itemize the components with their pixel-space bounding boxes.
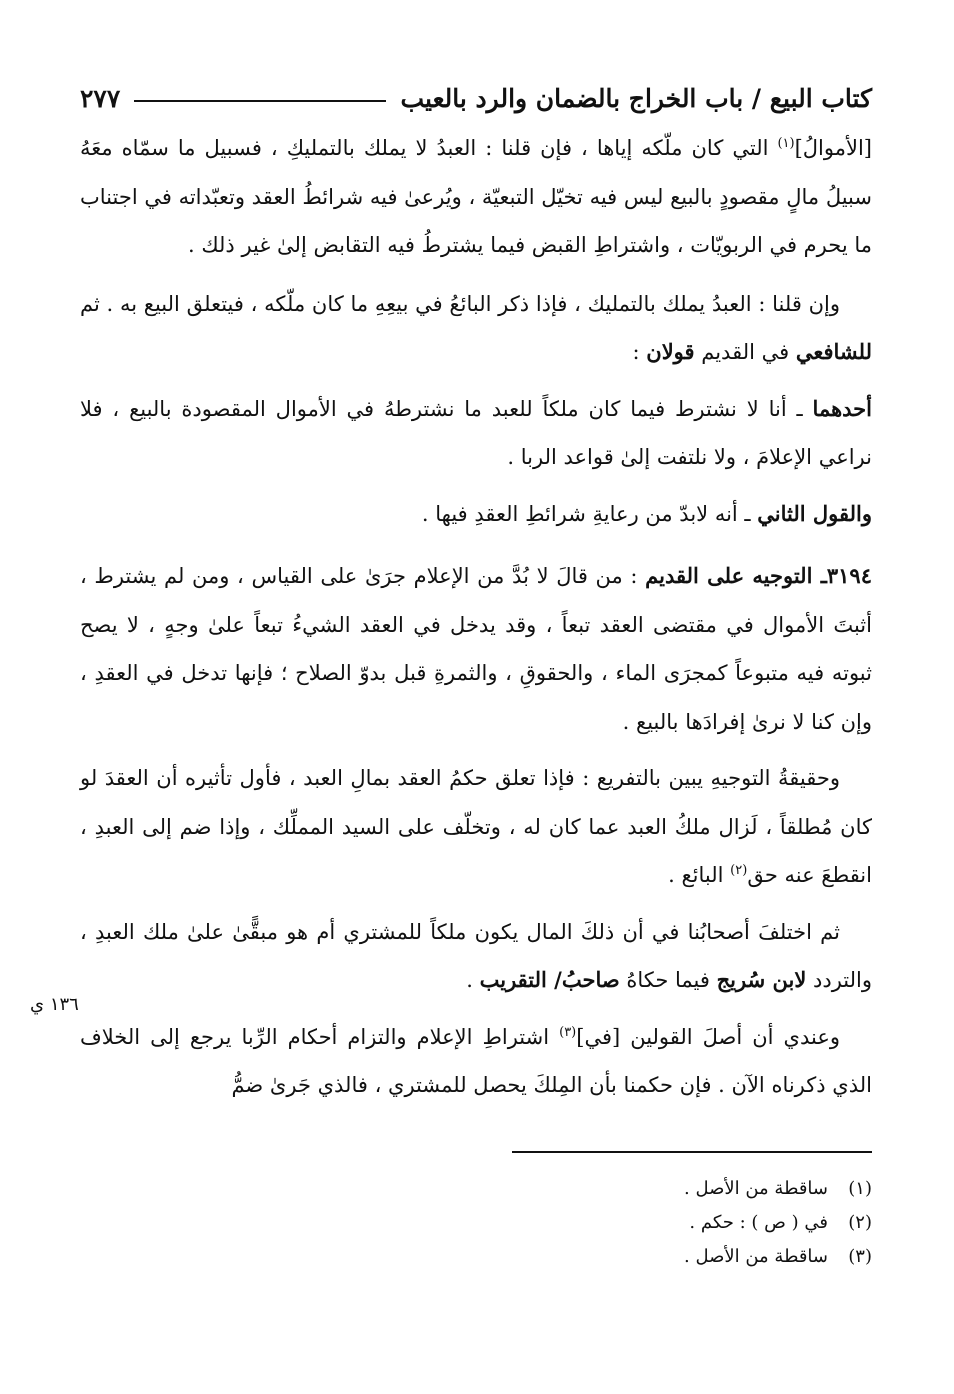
shafii-name: للشافعي (795, 339, 872, 364)
footnotes (272, 1172, 872, 1274)
footnote-text: في ( ص ) : حكم . (689, 1212, 828, 1233)
qawlan-term: قولان (646, 339, 695, 364)
paragraph-1: [الأموالُ]$^{(١)}$ التي كان ملّكه إياها ، فإن قلنا : العبدُ لا يملك بالتمليكِ ، فسبيل ما سمّاه معَهُ سبيلُ مالٍ مقصودٍ بالبيع ليس فيه تخيّل التبعيّة ، ويُرعىٰ فيه شرائطُ العقد وتعبّداته في اجتناب ما يحرم في الربويّات ، واشتراطِ القبض فيما يشترطُ فيه التقابض إلىٰ غير ذلك . (80, 136, 872, 257)
paragraph-8: وعندي أن أصلَ القولين [في]$^{(٣)}$ اشتراطِ الإعلام والتزام أحكام الرِّبا يرجع إلى الخلاف الذي ذكرناه الآن . فإن حكمنا بأن المِلكَ يحصل للمشتري ، فالذي جَرىٰ ضمُّ (80, 1024, 872, 1097)
footnote-text: ساقطة من الأصل . (684, 1246, 828, 1267)
paragraph-3: أحدهما ـ أنا لا نشترط فيما كان ملكاً للعبد ما نشترطهُ في الأموال المقصودة بالبيع ، فلا نراعي الإعلامَ ، ولا نلتفت إلىٰ قواعد الربا . (80, 395, 872, 469)
first-opinion-label: أحدهما (812, 395, 872, 421)
footnote-item (272, 1206, 872, 1240)
footnote-ref-3: (٣) (559, 1024, 577, 1040)
page-number: ٢٧٧ (80, 83, 121, 113)
running-header (80, 78, 872, 118)
footnote-item (272, 1172, 872, 1206)
header-rule (134, 100, 386, 102)
footnote-item (272, 1240, 872, 1274)
paragraph-4: والقول الثاني ـ أنه لابدّ من رعايةِ شرائطِ العقدِ فيها . (421, 500, 872, 526)
paragraph-2: وإن قلنا : العبدُ يملك بالتمليك ، فإذا ذكر البائعُ في بيعِهِ ما كان ملّكه ، فيتعلق البيع به . ثم للشافعي في القديم قولان : (80, 291, 872, 364)
section-heading: ٣١٩٤ـ التوجيه على القديم (645, 563, 872, 588)
footnote-number: (٣) (848, 1246, 872, 1267)
header-title: كتاب البيع / باب الخراج بالضمان والرد بالعيب (400, 83, 872, 113)
paragraph-6: وحقيقةُ التوجيهِ يبين بالتفريع : فإذا تعلق حكمُ العقد بمالِ العبد ، فأول تأثيره أن العقدَ لو كان مُطلقاً ، لَزال ملكُ العبد عما كان له ، وتخلّف على السيد المملِّك ، وإذا ضم إلى العبدِ ، انقطعَ عنه حق$^{(٢)}$ البائع . (80, 766, 872, 887)
footnote-text: ساقطة من الأصل . (684, 1178, 828, 1199)
main-text (80, 124, 872, 1110)
manuscript-page-marker: ١٣٦ ي (30, 994, 79, 1015)
second-opinion-label: والقول الثاني (757, 500, 872, 526)
footnote-number: (٢) (848, 1212, 872, 1233)
footnote-ref-1: (١) (777, 136, 795, 151)
footnote-divider (512, 1151, 872, 1153)
footnote-ref-2: (٢) (730, 863, 748, 878)
taqrib-author: صاحبُ/ التقريب (479, 967, 620, 992)
paragraph-5: ٣١٩٤ـ التوجيه على القديم : من قالَ لا بُدَّ من الإعلام جرَىٰ على القياس ، ومن لم يشترط ، أثبتَ الأموال في مقتضى العقد تبعاً ، وقد يدخل في العقد الشيءُ تبعاً علىٰ وجهٍ ، لا يصح ثبوته فيه متبوعاً كمجرَى الماء ، والحقوقِ ، والثمرةِ قبل بدوّ الصلاح ؛ فإنها تدخل في العقدِ ، وإن كنا لا نرىٰ إفرادَها بالبيع . (80, 563, 872, 734)
paragraph-7: ثم اختلفَ أصحابُنا في أن ذلكَ المال يكون ملكاً للمشتري أم هو مبقًّىٰ علىٰ ملك العبدِ ، والتردد لابن سُريج فيما حكاهُ صاحبُ/ التقريب . (80, 919, 872, 992)
footnote-number: (١) (848, 1178, 872, 1199)
ibn-surayj-name: لابن سُريج (716, 967, 807, 992)
